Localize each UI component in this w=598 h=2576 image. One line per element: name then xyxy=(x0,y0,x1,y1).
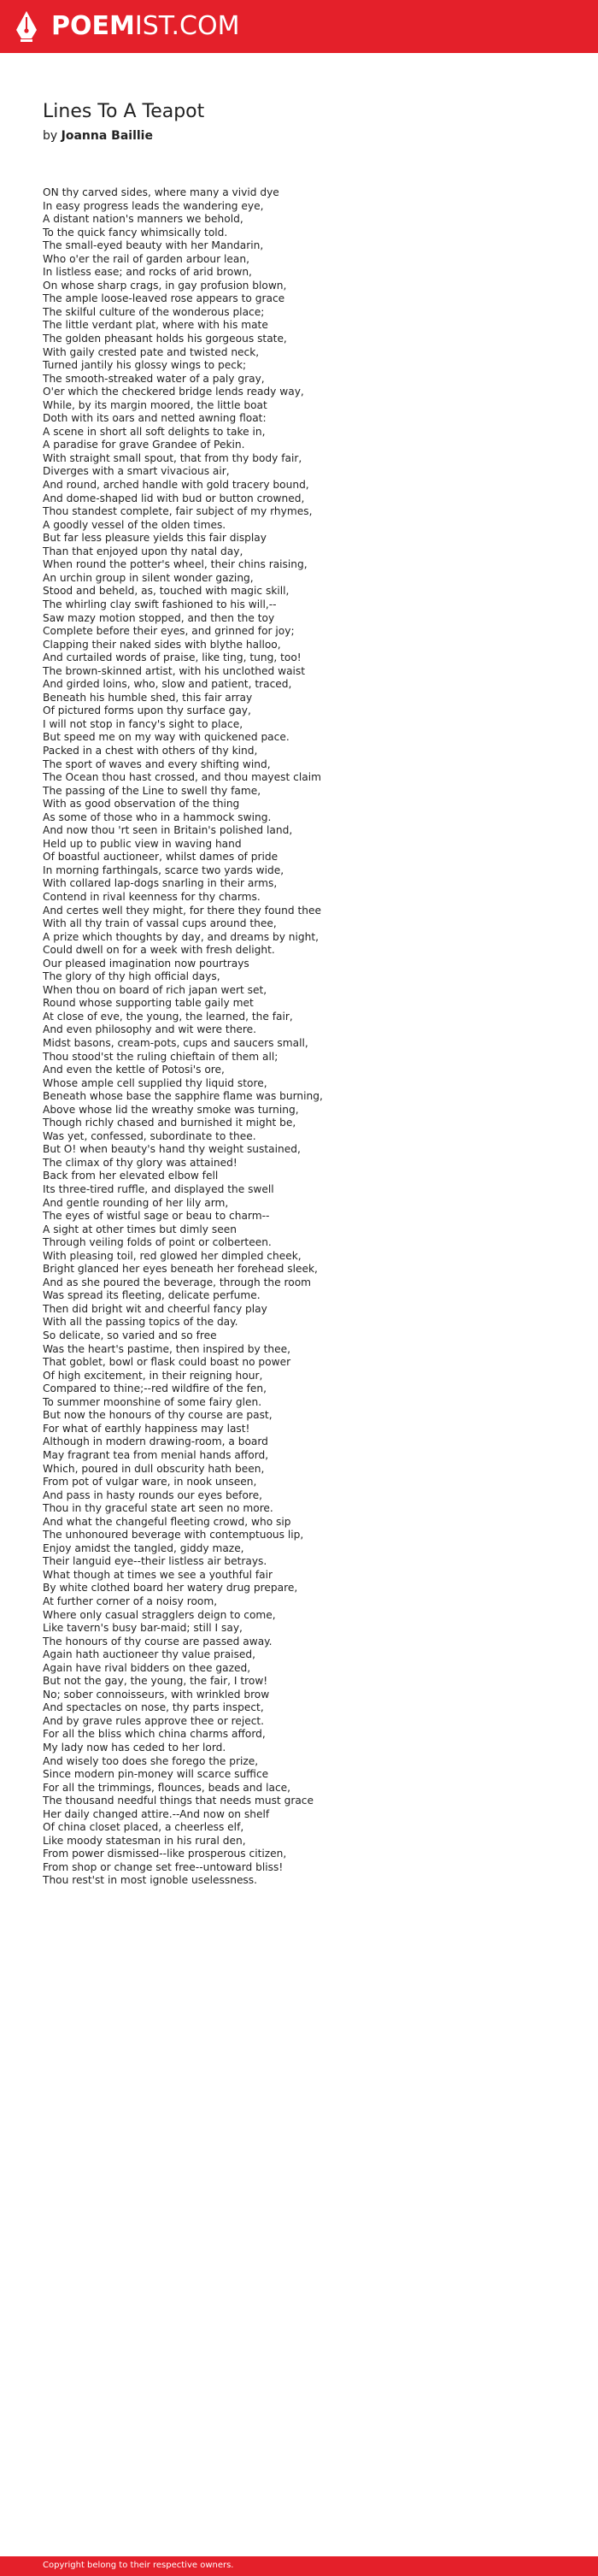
poem-line: Saw mazy motion stopped, and then the toy xyxy=(43,611,275,624)
poem-line: When thou on board of rich japan wert set, xyxy=(43,983,267,996)
poem-line: When round the potter's wheel, their chins raising, xyxy=(43,558,308,571)
poem-line: The little verdant plat, where with his mate xyxy=(43,319,268,332)
poem-line: Than that enjoyed upon thy natal day, xyxy=(43,545,243,557)
poem-line: A scene in short all soft delights to take in, xyxy=(43,425,266,438)
poem-line: For all the trimmings, flounces, beads and lace, xyxy=(43,1781,291,1794)
poem-line: Again hath auctioneer thy value praised, xyxy=(43,1648,256,1661)
poem-line: But speed me on my way with quickened pace. xyxy=(43,731,290,744)
poem-line: The glory of thy high official days, xyxy=(43,970,220,983)
poem-line: The ample loose-leaved rose appears to grace xyxy=(43,292,285,305)
poem-line: The passing of the Line to swell thy fame, xyxy=(43,784,261,797)
poem-line: ON thy carved sides, where many a vivid dye xyxy=(43,186,279,198)
site-logo-text xyxy=(51,11,239,42)
poem-line: To the quick fancy whimsically told. xyxy=(43,226,228,239)
poem-line: The thousand needful things that needs must grace xyxy=(43,1795,314,1807)
poem-line: In easy progress leads the wandering eye, xyxy=(43,199,264,212)
poem-line: And dome-shaped lid with bud or button crowned, xyxy=(43,492,305,504)
poem-line: Again have rival bidders on thee gazed, xyxy=(43,1661,251,1674)
poem-line: Of pictured forms upon thy surface gay, xyxy=(43,704,251,717)
poem-line: To summer moonshine of some fairy glen. xyxy=(43,1395,262,1408)
poem-line: Whose ample cell supplied thy liquid store, xyxy=(43,1076,267,1089)
poem-line: But far less pleasure yields this fair display xyxy=(43,532,267,545)
poem-line: With straight small spout, that from thy body fair, xyxy=(43,451,302,464)
poem-line: Bright glanced her eyes beneath her forehead sleek, xyxy=(43,1263,318,1276)
poem-line: From shop or change set free--untoward bliss! xyxy=(43,1860,284,1873)
poem-line: My lady now has ceded to her lord. xyxy=(43,1741,226,1754)
poem-line: Of high excitement, in their reigning hour, xyxy=(43,1369,263,1382)
poem-line: At close of eve, the young, the learned, the fair, xyxy=(43,1010,293,1023)
poem-line: And girded loins, who, slow and patient, traced, xyxy=(43,678,292,691)
poem-line: Midst basons, cream-pots, cups and saucers small, xyxy=(43,1037,308,1049)
poem-line: With as good observation of the thing xyxy=(43,798,240,811)
poem-line: Of china closet placed, a cheerless elf, xyxy=(43,1821,244,1834)
poem-line: Since modern pin-money will scarce suffice xyxy=(43,1768,269,1781)
poem-line: Compared to thine;--red wildfire of the fen, xyxy=(43,1382,267,1395)
poem-line: And pass in hasty rounds our eyes before, xyxy=(43,1488,263,1501)
poem-line: I will not stop in fancy's sight to place, xyxy=(43,717,243,730)
poem-line: Packed in a chest with others of thy kind, xyxy=(43,744,258,757)
poem-line: Their languid eye--their listless air betrays. xyxy=(43,1555,267,1568)
poem-line: Its three-tired ruffle, and displayed the swell xyxy=(43,1183,274,1196)
poem-line: By white clothed board her watery drug prepare, xyxy=(43,1582,298,1595)
byline xyxy=(43,127,153,144)
poem-line: Of boastful auctioneer, whilst dames of pride xyxy=(43,851,278,864)
poem-line: On whose sharp crags, in gay profusion blown, xyxy=(43,279,287,292)
poem-line: The honours of thy course are passed away. xyxy=(43,1635,273,1648)
poem-line: With all the passing topics of the day. xyxy=(43,1316,238,1329)
poem-line: And round, arched handle with gold tracery bound, xyxy=(43,479,309,492)
poem-line: Thou standest complete, fair subject of my rhymes, xyxy=(43,505,313,518)
poem-line: Though richly chased and burnished it might be, xyxy=(43,1117,296,1129)
poem-line: The golden pheasant holds his gorgeous state, xyxy=(43,333,287,345)
poem-line: And now thou 'rt seen in Britain's polished land, xyxy=(43,824,293,837)
poem-line: Enjoy amidst the tangled, giddy maze, xyxy=(43,1541,244,1554)
poem-line: Thou in thy graceful state art seen no more. xyxy=(43,1502,273,1515)
poem-line: But now the honours of thy course are past, xyxy=(43,1409,273,1422)
poem-line: Was yet, confessed, subordinate to thee. xyxy=(43,1129,256,1142)
poem-line: Thou rest'st in most ignoble uselessness. xyxy=(43,1874,258,1887)
poem-line: Doth with its oars and netted awning float: xyxy=(43,412,267,425)
by-label: by xyxy=(43,129,58,143)
poem-line: In morning farthingals, scarce two yards wide, xyxy=(43,864,284,876)
poem-line: Like tavern's busy bar-maid; still I say, xyxy=(43,1622,243,1635)
poem-line: Was spread its fleeting, delicate perfume. xyxy=(43,1289,261,1302)
poem-line: The unhonoured beverage with contemptuous lip, xyxy=(43,1529,304,1541)
poem-line: Diverges with a smart vivacious air, xyxy=(43,465,230,478)
poem-line: Her daily changed attire.--And now on shelf xyxy=(43,1807,270,1820)
poem-line: Could dwell on for a week with fresh delight. xyxy=(43,944,275,957)
poem-line: With all thy train of vassal cups around thee, xyxy=(43,917,277,930)
poem-line: Through veiling folds of point or colberteen. xyxy=(43,1236,272,1249)
poem-line: Held up to public view in waving hand xyxy=(43,837,242,850)
poem-title: Lines To A Teapot xyxy=(43,101,205,122)
poem-line: Beneath whose base the sapphire flame was burning, xyxy=(43,1090,323,1103)
poem-line: Then did bright wit and cheerful fancy play xyxy=(43,1302,267,1315)
poem-line: Complete before their eyes, and grinned for joy; xyxy=(43,625,295,638)
poem-line: And spectacles on nose, thy parts inspect, xyxy=(43,1701,264,1714)
poem-line: Who o'er the rail of garden arbour lean, xyxy=(43,252,249,265)
poem-line: Where only casual stragglers deign to come, xyxy=(43,1608,276,1621)
poem-line: A goodly vessel of the olden times. xyxy=(43,518,226,531)
poem-line: Was the heart's pastime, then inspired by thee, xyxy=(43,1342,290,1355)
poem-line: Although in modern drawing-room, a board xyxy=(43,1435,268,1448)
site-footer xyxy=(0,2556,598,2576)
fountain-pen-nib-icon xyxy=(14,10,39,43)
logo-light: IST.COM xyxy=(134,11,240,41)
poem-line: Beneath his humble shed, this fair array xyxy=(43,691,253,704)
poem-line: The skilful culture of the wonderous place; xyxy=(43,305,265,318)
poem-line: The sport of waves and every shifting wind, xyxy=(43,757,271,770)
poem-line: And certes well they might, for there they found thee xyxy=(43,904,321,917)
poem-line: Thou stood'st the ruling chieftain of them all; xyxy=(43,1050,278,1063)
poem-line: At further corner of a noisy room, xyxy=(43,1595,218,1607)
poem-line: And gentle rounding of her lily arm, xyxy=(43,1196,229,1209)
poem-line: Above whose lid the wreathy smoke was turning, xyxy=(43,1103,299,1116)
poem-line: A prize which thoughts by day, and dreams by night, xyxy=(43,930,320,943)
poem-line: And even philosophy and wit were there. xyxy=(43,1023,257,1036)
poem-line: In listless ease; and rocks of arid brown, xyxy=(43,266,252,279)
poem-line: So delicate, so varied and so free xyxy=(43,1329,217,1342)
poem-line: No; sober connoisseurs, with wrinkled brow xyxy=(43,1688,270,1701)
poem-line: The eyes of wistful sage or beau to charm-- xyxy=(43,1210,270,1223)
poem-line: The small-eyed beauty with her Mandarin, xyxy=(43,239,264,252)
poem-line: Turned jantily his glossy wings to peck; xyxy=(43,359,247,372)
copyright-text: Copyright belong to their respective owners. xyxy=(43,2561,234,2570)
logo-strong: POEM xyxy=(51,11,135,41)
poem-line: And as she poured the beverage, through the room xyxy=(43,1276,312,1288)
poem-line: The climax of thy glory was attained! xyxy=(43,1156,237,1169)
poem-line: Which, poured in dull obscurity hath been, xyxy=(43,1462,265,1475)
poem-line: While, by its margin moored, the little boat xyxy=(43,398,267,411)
poem-line: From pot of vulgar ware, in nook unseen, xyxy=(43,1476,257,1488)
poem-line: With gaily crested pate and twisted neck, xyxy=(43,345,260,358)
poem-line: A sight at other times but dimly seen xyxy=(43,1223,237,1235)
poem-line: From power dismissed--like prosperous citizen, xyxy=(43,1848,287,1860)
poem-line: Like moody statesman in his rural den, xyxy=(43,1834,246,1847)
poem-line: And wisely too does she forego the prize, xyxy=(43,1754,259,1767)
poem-line: For what of earthly happiness may last! xyxy=(43,1422,250,1435)
poem-line: A paradise for grave Grandee of Pekin. xyxy=(43,439,245,451)
poem-line: And even the kettle of Potosi's ore, xyxy=(43,1064,225,1076)
poem-line: As some of those who in a hammock swing. xyxy=(43,811,272,823)
poem-line: What though at times we see a youthful fair xyxy=(43,1568,273,1581)
poem-line: May fragrant tea from menial hands afford, xyxy=(43,1448,269,1461)
poem-line: But O! when beauty's hand thy weight sustained, xyxy=(43,1143,301,1156)
poem-line: The smooth-streaked water of a paly gray, xyxy=(43,372,265,385)
poem-body xyxy=(43,186,564,1888)
poem-line: The brown-skinned artist, with his unclothed waist xyxy=(43,664,306,677)
poem-line: For all the bliss which china charms afford, xyxy=(43,1728,266,1741)
poem-line: But not the gay, the young, the fair, I trow! xyxy=(43,1675,268,1688)
poem-line: A distant nation's manners we behold, xyxy=(43,213,243,226)
site-header xyxy=(0,0,598,53)
poem-line: Round whose supporting table gaily met xyxy=(43,997,254,1010)
poem-line: With pleasing toil, red glowed her dimpled cheek, xyxy=(43,1249,302,1262)
poem-line: Our pleased imagination now pourtrays xyxy=(43,957,249,970)
poem-line: O'er which the checkered bridge lends ready way, xyxy=(43,386,304,398)
poem-line: Clapping their naked sides with blythe halloo, xyxy=(43,638,281,651)
author-link[interactable]: Joanna Baillie xyxy=(61,129,153,143)
poem-line: The Ocean thou hast crossed, and thou mayest claim xyxy=(43,771,321,784)
poem-line: Stood and beheld, as, touched with magic skill, xyxy=(43,585,290,598)
poem-line: And by grave rules approve thee or reject. xyxy=(43,1714,265,1727)
site-logo-link[interactable] xyxy=(0,0,240,53)
poem-line: An urchin group in silent wonder gazing, xyxy=(43,571,254,584)
poem-line: That goblet, bowl or flask could boast no power xyxy=(43,1356,291,1369)
poem-line: Back from her elevated elbow fell xyxy=(43,1170,219,1182)
poem-line: And what the changeful fleeting crowd, who sip xyxy=(43,1515,291,1528)
poem-line: With collared lap-dogs snarling in their arms, xyxy=(43,877,278,890)
poem-line: The whirling clay swift fashioned to his will,-- xyxy=(43,598,277,610)
poem-line: And curtailed words of praise, like ting, tung, too! xyxy=(43,651,302,664)
poem-line: Contend in rival keenness for thy charms. xyxy=(43,890,261,903)
